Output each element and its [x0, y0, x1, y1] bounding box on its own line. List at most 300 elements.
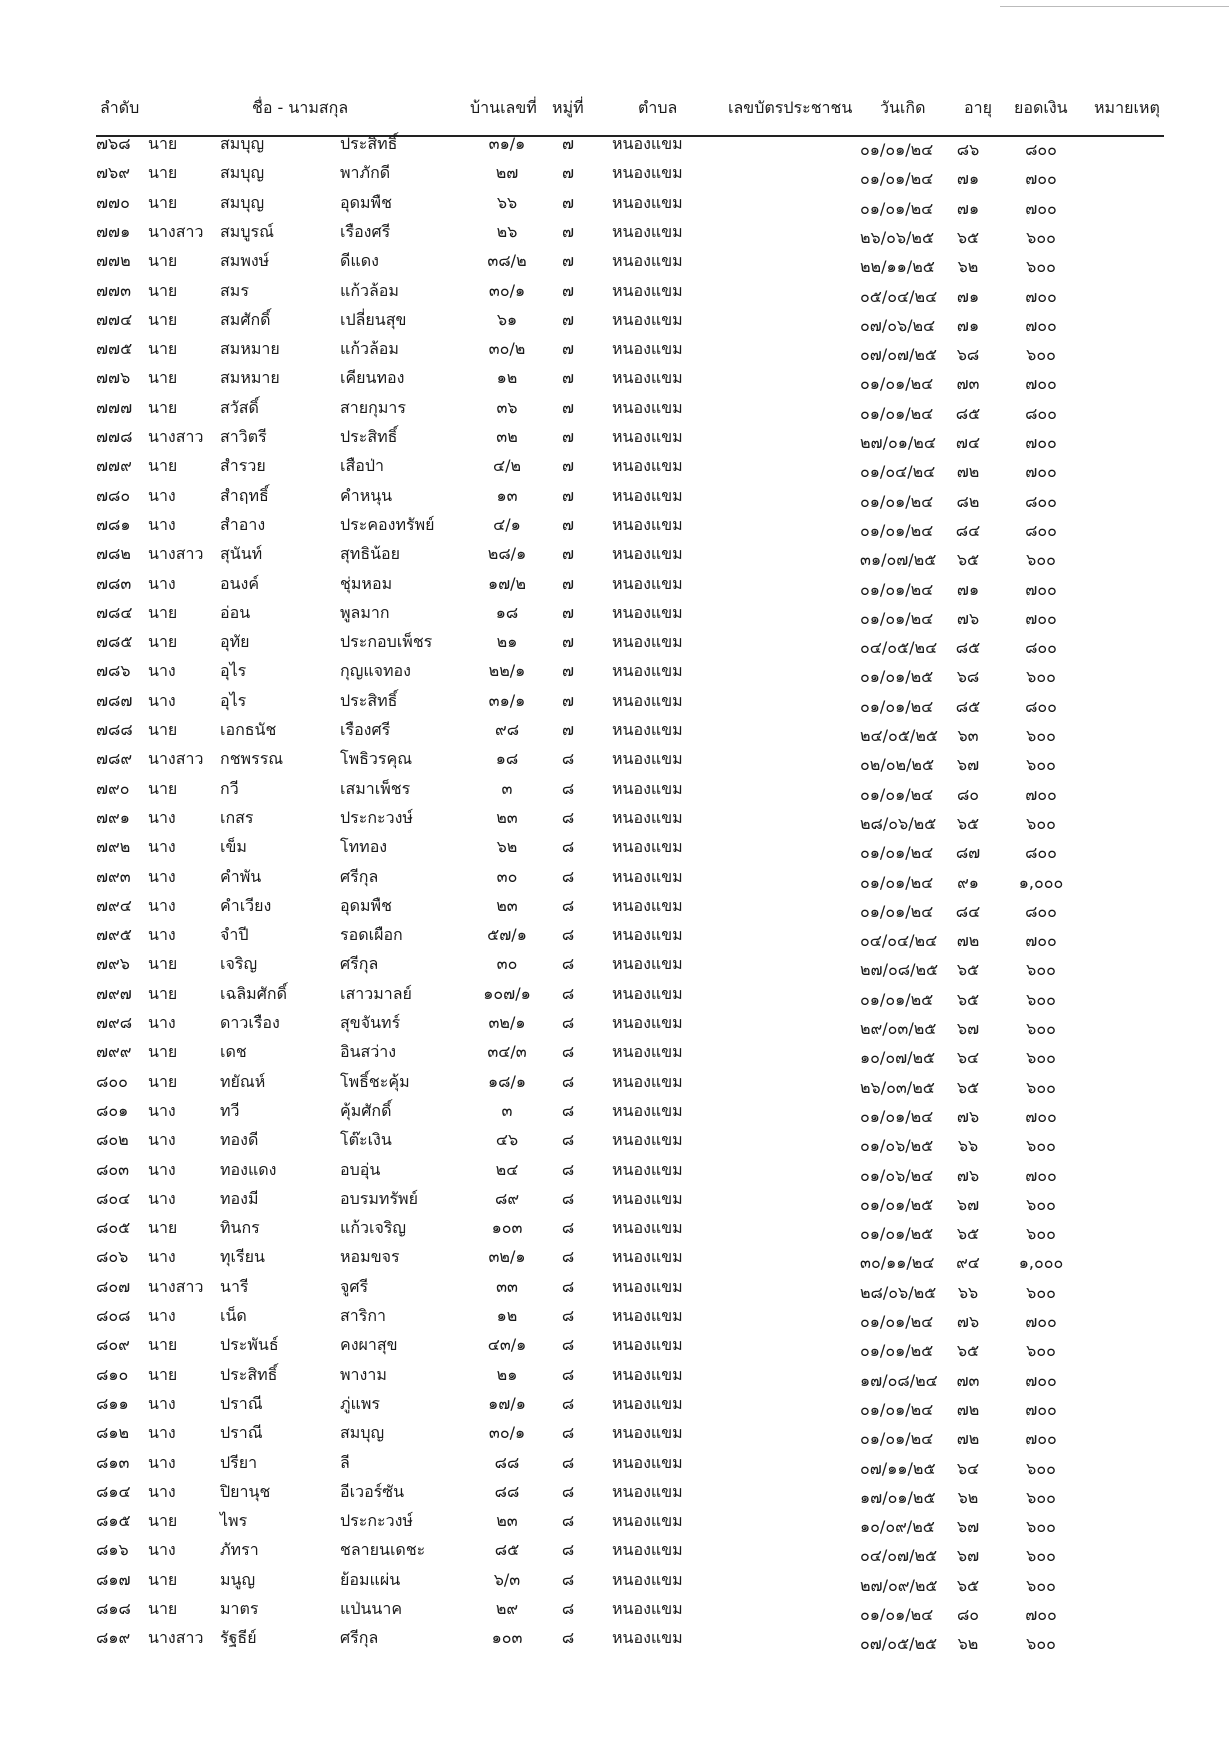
cell-seq: ๗๗๑	[96, 221, 131, 241]
cell-amount: ๑,๐๐๐	[1018, 872, 1064, 892]
table-row	[0, 720, 1229, 749]
cell-title: นาย	[148, 1599, 178, 1618]
cell-last-name: สุขจันทร์	[340, 1013, 401, 1032]
cell-age: ๖๔	[956, 1048, 980, 1068]
cell-title: นาย	[148, 368, 178, 388]
cell-moo: ๘	[561, 1130, 575, 1150]
cell-age: ๗๑	[956, 169, 980, 189]
cell-amount: ๖๐๐	[1026, 755, 1056, 775]
table-row	[0, 1042, 1229, 1071]
cell-house-no: ๒๑	[496, 1364, 518, 1384]
table-row	[0, 134, 1229, 163]
cell-seq: ๗๙๕	[96, 925, 132, 945]
cell-house-no: ๓๒/๑	[488, 1247, 526, 1267]
table-row	[0, 193, 1229, 222]
cell-seq: ๘๐๘	[96, 1306, 131, 1325]
cell-title: นาง	[148, 573, 176, 593]
cell-house-no: ๑๐๗/๑	[483, 983, 531, 1003]
cell-house-no: ๑๐๓	[491, 1628, 523, 1648]
cell-moo: ๘	[561, 1511, 575, 1531]
cell-title: นางสาว	[148, 544, 204, 564]
cell-amount: ๖๐๐	[1026, 345, 1056, 365]
cell-last-name: จูศรี	[340, 1276, 369, 1296]
cell-dob: ๒๖/๐๓/๒๕	[860, 1077, 935, 1097]
cell-first-name: คำเวียง	[220, 895, 272, 915]
cell-dob: ๒๗/๐๙/๒๕	[860, 1575, 938, 1595]
table-row	[0, 808, 1229, 837]
cell-last-name: ชลายนเดชะ	[340, 1540, 426, 1560]
cell-seq: ๗๘๙	[96, 749, 133, 769]
cell-tambon: หนองแขม	[612, 1481, 683, 1501]
cell-amount: ๖๐๐	[1026, 1282, 1056, 1302]
cell-tambon: หนองแขม	[612, 427, 683, 446]
cell-dob: ๐๑/๐๑/๒๔	[860, 608, 934, 628]
cell-last-name: เรืองศรี	[340, 720, 391, 739]
cell-tambon: หนองแขม	[612, 1013, 683, 1032]
table-row	[0, 1189, 1229, 1218]
cell-title: นาย	[148, 602, 178, 622]
cell-first-name: ภัทรา	[220, 1540, 259, 1560]
cell-age: ๖๓	[957, 726, 979, 745]
header-tambon: ตำบล	[638, 98, 678, 117]
cell-house-no: ๔/๑	[493, 514, 521, 534]
cell-dob: ๐๑/๐๖/๒๕	[860, 1136, 934, 1156]
cell-age: ๘๔	[955, 901, 981, 921]
cell-age: ๖๗	[956, 1546, 980, 1566]
cell-seq: ๗๙๖	[96, 954, 130, 974]
cell-last-name: แก้วล้อม	[340, 339, 399, 359]
cell-first-name: ทองดี	[220, 1130, 259, 1150]
cell-last-name: ศรีกุล	[340, 866, 379, 886]
cell-last-name: ย้อมแผ่น	[340, 1569, 401, 1589]
cell-moo: ๘	[561, 1481, 575, 1501]
cell-amount: ๑,๐๐๐	[1018, 1253, 1064, 1273]
cell-seq: ๗๙๓	[96, 866, 131, 886]
cell-house-no: ๓๐/๑	[488, 280, 526, 300]
cell-house-no: ๓๑/๑	[488, 134, 526, 153]
cell-first-name: ทุเรียน	[220, 1247, 265, 1267]
cell-house-no: ๖๒	[496, 837, 518, 857]
cell-moo: ๗	[561, 427, 575, 446]
cell-moo: ๘	[561, 1276, 575, 1296]
cell-dob: ๑๐/๐๙/๒๕	[860, 1517, 935, 1537]
cell-seq: ๘๑๙	[96, 1628, 131, 1648]
cell-age: ๗๖	[956, 1106, 980, 1126]
cell-title: นาย	[148, 983, 178, 1003]
cell-seq: ๗๗๕	[96, 339, 133, 359]
header-name: ชื่อ - นามสกุล	[252, 98, 349, 117]
cell-last-name: เสาวมาลย์	[340, 983, 412, 1003]
cell-moo: ๘	[561, 778, 575, 798]
cell-house-no: ๒๗	[495, 163, 519, 183]
cell-moo: ๘	[561, 925, 575, 945]
cell-amount: ๖๐๐	[1026, 1517, 1056, 1537]
cell-seq: ๘๐๖	[96, 1247, 129, 1267]
cell-tambon: หนองแขม	[612, 456, 683, 476]
cell-first-name: อุทัย	[220, 632, 250, 652]
cell-seq: ๗๗๒	[96, 251, 131, 271]
cell-amount: ๘๐๐	[1025, 520, 1057, 540]
cell-house-no: ๖๑	[496, 309, 518, 329]
table-row	[0, 603, 1229, 632]
table-row	[0, 984, 1229, 1013]
cell-title: นาย	[148, 309, 178, 329]
table-row	[0, 1013, 1229, 1042]
cell-age: ๘๐	[956, 1605, 980, 1624]
cell-moo: ๗	[561, 368, 575, 388]
cell-first-name: สมร	[220, 280, 249, 300]
table-row	[0, 896, 1229, 925]
cell-dob: ๐๗/๐๖/๒๔	[860, 315, 936, 335]
cell-house-no: ๒๔	[495, 1159, 519, 1179]
cell-age: ๘๐	[956, 784, 980, 804]
cell-amount: ๗๐๐	[1025, 784, 1057, 804]
cell-last-name: ประกอบเพ็ชร	[340, 632, 433, 652]
cell-age: ๖๕	[956, 989, 980, 1009]
cell-dob: ๑๗/๐๘/๒๔	[860, 1370, 938, 1390]
table-row	[0, 1101, 1229, 1130]
cell-house-no: ๒๑	[496, 632, 518, 652]
cell-tambon: หนองแขม	[612, 954, 683, 974]
table-row	[0, 456, 1229, 485]
cell-dob: ๐๔/๐๕/๒๔	[860, 638, 938, 658]
cell-dob: ๐๑/๐๑/๒๕	[860, 1194, 934, 1214]
table-row	[0, 1540, 1229, 1569]
cell-first-name: สวัสดิ์	[220, 397, 259, 417]
cell-last-name: แป่นนาค	[340, 1599, 403, 1618]
cell-title: นาง	[148, 690, 176, 710]
cell-amount: ๗๐๐	[1025, 198, 1057, 218]
cell-moo: ๗	[561, 339, 575, 359]
header-id-card: เลขบัตรประชาชน	[728, 98, 853, 117]
cell-house-no: ๑๓	[496, 485, 518, 505]
cell-dob: ๐๑/๐๑/๒๔	[860, 696, 934, 716]
cell-age: ๖๕	[956, 1341, 980, 1361]
cell-amount: ๖๐๐	[1026, 1194, 1056, 1214]
cell-first-name: คำพัน	[220, 866, 262, 886]
cell-first-name: อ่อน	[220, 602, 251, 622]
cell-dob: ๐๗/๐๕/๒๕	[860, 1634, 938, 1654]
cell-seq: ๗๙๐	[96, 778, 130, 798]
cell-age: ๖๒	[957, 1634, 979, 1654]
cell-first-name: อุไร	[220, 661, 247, 681]
cell-dob: ๐๑/๐๑/๒๔	[860, 403, 934, 423]
cell-first-name: รัฐธีย์	[220, 1628, 257, 1648]
cell-first-name: ประสิทธิ์	[220, 1364, 278, 1384]
cell-last-name: ประกะวงษ์	[340, 807, 413, 827]
cell-last-name: คงผาสุข	[340, 1335, 398, 1355]
table-row	[0, 1628, 1229, 1657]
cell-first-name: ไพร	[220, 1511, 248, 1531]
cell-age: ๘๕	[955, 696, 981, 716]
cell-last-name: คุ้มศักดิ์	[340, 1100, 392, 1120]
cell-moo: ๗	[561, 192, 575, 212]
cell-amount: ๖๐๐	[1026, 1487, 1056, 1507]
cell-first-name: นารี	[220, 1276, 249, 1296]
table-row	[0, 1423, 1229, 1452]
cell-age: ๖๗	[956, 1019, 980, 1038]
cell-dob: ๐๑/๐๑/๒๔	[860, 784, 934, 804]
cell-last-name: แก้วเจริญ	[340, 1218, 407, 1238]
cell-house-no: ๖๖	[496, 192, 518, 212]
cell-tambon: หนองแขม	[612, 1511, 683, 1531]
cell-title: นาย	[148, 339, 178, 359]
cell-amount: ๗๐๐	[1025, 1605, 1057, 1624]
cell-first-name: เข็ม	[220, 837, 247, 857]
cell-amount: ๘๐๐	[1025, 638, 1057, 658]
cell-seq: ๘๑๐	[96, 1364, 129, 1384]
cell-moo: ๗	[561, 720, 575, 739]
cell-tambon: หนองแขม	[612, 134, 683, 153]
cell-house-no: ๑๗/๒	[487, 573, 527, 593]
cell-title: นาง	[148, 1100, 176, 1120]
cell-title: นางสาว	[148, 221, 204, 241]
cell-first-name: สมบุญ	[220, 134, 265, 153]
cell-house-no: ๓๐	[496, 954, 518, 974]
cell-tambon: หนองแขม	[612, 221, 683, 241]
cell-dob: ๐๑/๐๑/๒๔	[860, 1429, 934, 1449]
cell-last-name: โต๊ะเงิน	[340, 1130, 392, 1150]
cell-seq: ๗๘๗	[96, 690, 133, 710]
cell-amount: ๗๐๐	[1025, 1106, 1057, 1126]
cell-age: ๖๔	[956, 1458, 980, 1478]
cell-last-name: เรืองศรี	[340, 221, 391, 241]
cell-age: ๘๔	[955, 520, 981, 540]
cell-tambon: หนองแขม	[612, 1628, 683, 1648]
cell-seq: ๗๙๘	[96, 1013, 133, 1032]
cell-age: ๖๕	[956, 1575, 980, 1595]
cell-amount: ๖๐๐	[1026, 726, 1056, 745]
cell-first-name: เดช	[220, 1042, 247, 1062]
cell-seq: ๘๐๙	[96, 1335, 130, 1355]
cell-moo: ๗	[561, 690, 575, 710]
cell-last-name: อบอุ่น	[340, 1159, 381, 1179]
cell-last-name: สายกุมาร	[340, 397, 406, 417]
cell-age: ๗๑	[956, 198, 980, 218]
cell-title: นางสาว	[148, 749, 204, 769]
cell-last-name: ชุ่มหอม	[340, 573, 393, 593]
cell-first-name: สมบุญ	[220, 192, 265, 212]
cell-age: ๖๕	[956, 1224, 980, 1244]
table-row	[0, 837, 1229, 866]
cell-age: ๗๒	[956, 931, 980, 951]
table-row	[0, 1335, 1229, 1364]
cell-house-no: ๓	[501, 1100, 513, 1120]
table-row	[0, 1072, 1229, 1101]
cell-age: ๖๒	[957, 1487, 979, 1507]
table-row	[0, 1277, 1229, 1306]
cell-last-name: สาริกา	[340, 1306, 387, 1325]
cell-tambon: หนองแขม	[612, 807, 683, 827]
cell-tambon: หนองแขม	[612, 1100, 683, 1120]
cell-amount: ๘๐๐	[1025, 140, 1057, 159]
cell-amount: ๗๐๐	[1025, 315, 1057, 335]
cell-seq: ๗๗๙	[96, 456, 132, 476]
cell-first-name: ประพันธ์	[220, 1335, 279, 1355]
cell-seq: ๗๘๒	[96, 544, 131, 564]
cell-amount: ๗๐๐	[1025, 931, 1057, 951]
cell-seq: ๗๖๘	[96, 134, 131, 153]
cell-tambon: หนองแขม	[612, 280, 683, 300]
cell-title: นาง	[148, 661, 176, 681]
table-row	[0, 632, 1229, 661]
cell-moo: ๘	[561, 1042, 575, 1062]
cell-house-no: ๕๗/๑	[487, 925, 527, 945]
cell-seq: ๘๐๔	[96, 1188, 131, 1208]
cell-seq: ๗๗๘	[96, 427, 133, 446]
cell-moo: ๘	[561, 1423, 575, 1443]
cell-first-name: สมหมาย	[220, 368, 280, 388]
cell-moo: ๘	[561, 1188, 575, 1208]
cell-moo: ๘	[561, 1452, 575, 1472]
cell-age: ๗๓	[956, 374, 980, 394]
cell-house-no: ๓๒	[496, 427, 518, 446]
cell-dob: ๐๔/๐๔/๒๔	[860, 931, 938, 951]
table-row	[0, 1570, 1229, 1599]
cell-house-no: ๒๒/๑	[488, 661, 526, 681]
cell-dob: ๐๔/๐๗/๒๕	[860, 1546, 938, 1566]
cell-tambon: หนองแขม	[612, 544, 683, 564]
cell-moo: ๘	[561, 1013, 575, 1032]
cell-tambon: หนองแขม	[612, 1071, 683, 1091]
cell-dob: ๑๐/๐๗/๒๕	[860, 1048, 936, 1068]
cell-age: ๖๖	[957, 1136, 979, 1156]
cell-title: นาย	[148, 1218, 178, 1238]
cell-dob: ๐๑/๐๔/๒๔	[860, 462, 936, 482]
cell-amount: ๗๐๐	[1025, 1399, 1057, 1419]
cell-dob: ๐๑/๐๑/๒๔	[860, 374, 934, 394]
cell-dob: ๐๑/๐๑/๒๔	[860, 169, 934, 189]
cell-first-name: สำรวย	[220, 456, 266, 476]
cell-seq: ๗๗๗	[96, 397, 133, 417]
cell-last-name: พางาม	[340, 1364, 387, 1384]
cell-dob: ๒๙/๐๓/๒๕	[860, 1019, 937, 1038]
cell-tambon: หนองแขม	[612, 573, 683, 593]
table-row	[0, 281, 1229, 310]
cell-dob: ๐๑/๐๑/๒๕	[860, 667, 934, 687]
cell-house-no: ๓๘/๒	[487, 251, 527, 271]
cell-age: ๖๘	[956, 345, 980, 365]
table-row	[0, 661, 1229, 690]
cell-age: ๗๖	[956, 1312, 980, 1331]
cell-tambon: หนองแขม	[612, 192, 683, 212]
table-row	[0, 1218, 1229, 1247]
cell-dob: ๐๑/๐๖/๒๔	[860, 1165, 934, 1185]
cell-first-name: สมบูรณ์	[220, 221, 274, 241]
cell-last-name: หอมขจร	[340, 1247, 400, 1267]
cell-title: นาย	[148, 1335, 178, 1355]
cell-dob: ๒๘/๐๖/๒๕	[860, 813, 937, 833]
cell-moo: ๘	[561, 1159, 575, 1179]
cell-last-name: เสมาเพ็ชร	[340, 778, 411, 798]
cell-tambon: หนองแขม	[612, 397, 683, 417]
cell-first-name: ปิยานุช	[220, 1481, 271, 1501]
cell-amount: ๘๐๐	[1025, 491, 1057, 511]
cell-title: นาง	[148, 1013, 176, 1032]
cell-title: นาง	[148, 925, 176, 945]
cell-last-name: อีเวอร์ซัน	[340, 1481, 405, 1501]
cell-seq: ๘๑๘	[96, 1599, 131, 1618]
cell-last-name: เคียนทอง	[340, 368, 405, 388]
cell-amount: ๘๐๐	[1025, 901, 1057, 921]
cell-house-no: ๑๒	[496, 368, 518, 388]
cell-last-name: โพธิวรคุณ	[340, 749, 413, 769]
cell-first-name: อนงค์	[220, 573, 260, 593]
cell-moo: ๗	[561, 514, 575, 534]
cell-age: ๖๒	[957, 257, 979, 277]
cell-first-name: ทองแดง	[220, 1159, 277, 1179]
cell-moo: ๗	[561, 280, 575, 300]
table-row	[0, 427, 1229, 456]
cell-first-name: ทองมี	[220, 1188, 259, 1208]
cell-tambon: หนองแขม	[612, 1042, 683, 1062]
cell-tambon: หนองแขม	[612, 1306, 683, 1325]
cell-dob: ๒๖/๐๖/๒๕	[860, 227, 935, 247]
cell-moo: ๘	[561, 1628, 575, 1648]
cell-title: นาย	[148, 251, 178, 271]
cell-last-name: รอดเผือก	[340, 925, 403, 945]
cell-age: ๖๗	[956, 755, 980, 775]
cell-dob: ๐๑/๐๑/๒๔	[860, 843, 934, 863]
cell-amount: ๗๐๐	[1025, 374, 1057, 394]
cell-title: นาง	[148, 837, 176, 857]
cell-last-name: เสือป่า	[340, 456, 384, 476]
header-remark: หมายเหตุ	[1094, 98, 1160, 117]
cell-title: นาง	[148, 514, 176, 534]
cell-tambon: หนองแขม	[612, 602, 683, 622]
table-row	[0, 1453, 1229, 1482]
cell-tambon: หนองแขม	[612, 339, 683, 359]
cell-first-name: สุนันท์	[220, 544, 263, 564]
cell-age: ๗๑	[956, 579, 980, 599]
cell-title: นาย	[148, 1364, 178, 1384]
cell-moo: ๘	[561, 837, 575, 857]
table-row	[0, 251, 1229, 280]
cell-title: นาย	[148, 397, 178, 417]
cell-title: นางสาว	[148, 1276, 204, 1296]
table-row	[0, 779, 1229, 808]
cell-dob: ๒๗/๐๑/๒๔	[860, 433, 936, 452]
cell-house-no: ๑๘/๑	[487, 1071, 527, 1091]
cell-seq: ๗๘๔	[96, 602, 133, 622]
cell-tambon: หนองแขม	[612, 632, 683, 652]
header-seq: ลำดับ	[100, 98, 140, 117]
table-row	[0, 310, 1229, 339]
table-row	[0, 1394, 1229, 1423]
cell-house-no: ๘๘	[494, 1452, 520, 1472]
cell-tambon: หนองแขม	[612, 720, 683, 739]
cell-age: ๗๓	[956, 1370, 980, 1390]
cell-age: ๗๒	[956, 1399, 980, 1419]
cell-dob: ๐๑/๐๑/๒๔	[860, 1399, 934, 1419]
cell-seq: ๘๐๒	[96, 1130, 129, 1150]
cell-amount: ๘๐๐	[1025, 403, 1057, 423]
cell-tambon: หนองแขม	[612, 1599, 683, 1618]
cell-age: ๗๑	[956, 315, 980, 335]
header-age: อายุ	[964, 98, 992, 117]
table-row	[0, 1160, 1229, 1189]
cell-house-no: ๒๓	[496, 1511, 518, 1531]
cell-tambon: หนองแขม	[612, 163, 683, 183]
cell-age: ๘๖	[956, 140, 980, 159]
cell-first-name: ดาวเรือง	[220, 1013, 280, 1032]
cell-house-no: ๓๖	[496, 397, 518, 417]
cell-amount: ๖๐๐	[1026, 1634, 1056, 1654]
cell-title: นางสาว	[148, 1628, 204, 1648]
cell-house-no: ๔/๒	[492, 456, 522, 476]
cell-tambon: หนองแขม	[612, 1569, 683, 1589]
table-row	[0, 1599, 1229, 1628]
